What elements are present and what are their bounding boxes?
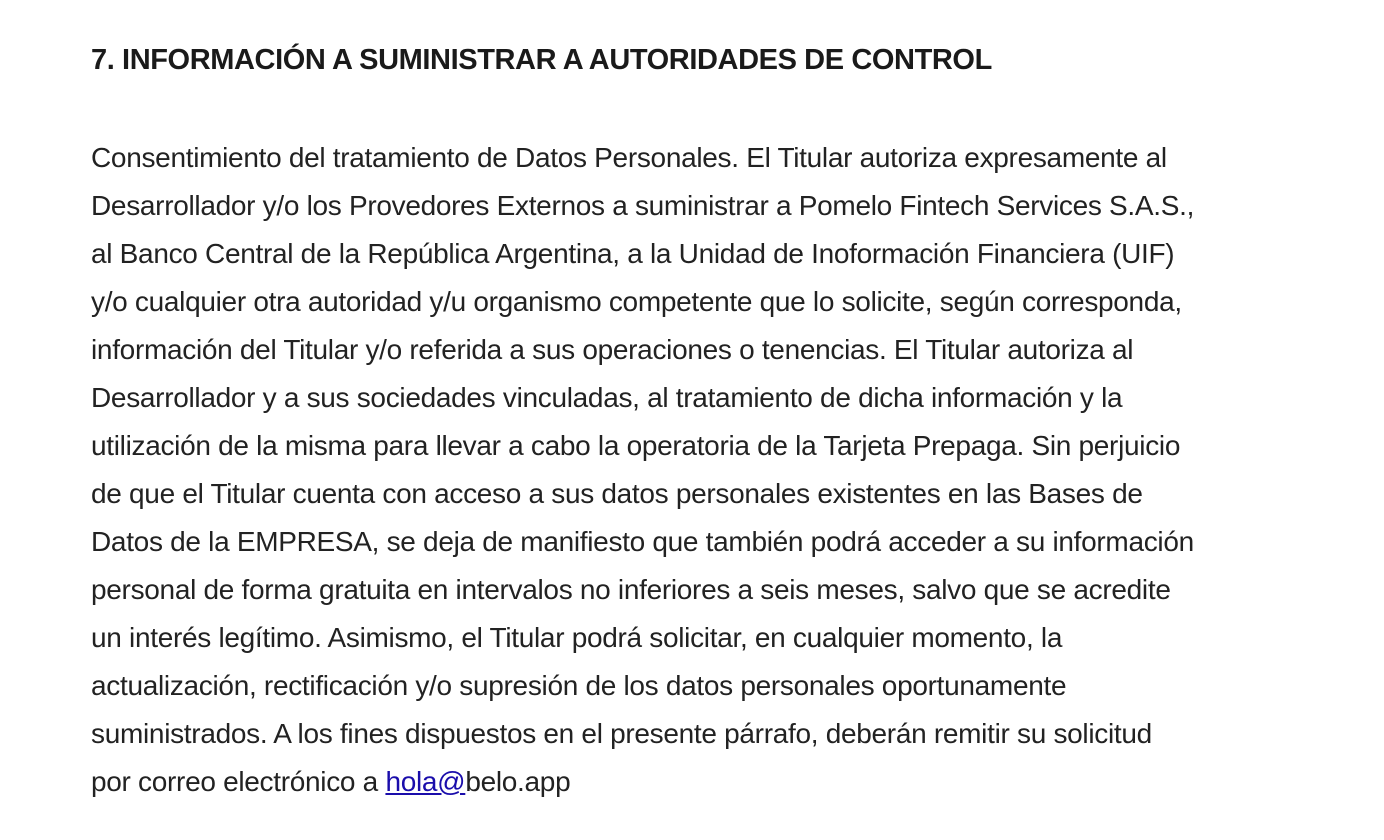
paragraph-line: Desarrollador y/o los Provedores Externos a suministrar a Pomelo Fintech Services S.A.S., [91,190,1195,221]
paragraph-line: suministrados. A los fines dispuestos en el presente párrafo, deberán remitir su solicitud [91,718,1152,749]
paragraph-line: y/o cualquier otra autoridad y/u organismo competente que lo solicite, según corresponda, [91,286,1182,317]
paragraph-line: personal de forma gratuita en intervalos no inferiores a seis meses, salvo que se acredite [91,574,1171,605]
paragraph-line: de que el Titular cuenta con acceso a sus datos personales existentes en las Bases de [91,478,1143,509]
paragraph-last-line [91,758,1376,806]
paragraph-line: Datos de la EMPRESA, se deja de manifiesto que también podrá acceder a su información [91,526,1194,557]
paragraph-line: utilización de la misma para llevar a cabo la operatoria de la Tarjeta Prepaga. Sin perjuicio [91,430,1181,461]
paragraph-line: Desarrollador y a sus sociedades vinculadas, al tratamiento de dicha información y la [91,382,1123,413]
section-heading: 7. INFORMACIÓN A SUMINISTRAR A AUTORIDADES DE CONTROL [91,44,992,76]
paragraph-line: información del Titular y/o referida a sus operaciones o tenencias. El Titular autoriza al [91,334,1134,365]
email-prefix-text: por correo electrónico a [91,766,386,797]
email-domain-text: belo.app [465,766,571,797]
paragraph-line: Consentimiento del tratamiento de Datos Personales. El Titular autoriza expresamente al [91,142,1167,173]
email-link[interactable]: hola@ [385,766,466,797]
paragraph-line: al Banco Central de la República Argentina, a la Unidad de Inoformación Financiera (UIF) [91,238,1175,269]
section-body-paragraph [91,134,1376,806]
paragraph-line: un interés legítimo. Asimismo, el Titular podrá solicitar, en cualquier momento, la [91,622,1063,653]
paragraph-line: actualización, rectificación y/o supresión de los datos personales oportunamente [91,670,1067,701]
